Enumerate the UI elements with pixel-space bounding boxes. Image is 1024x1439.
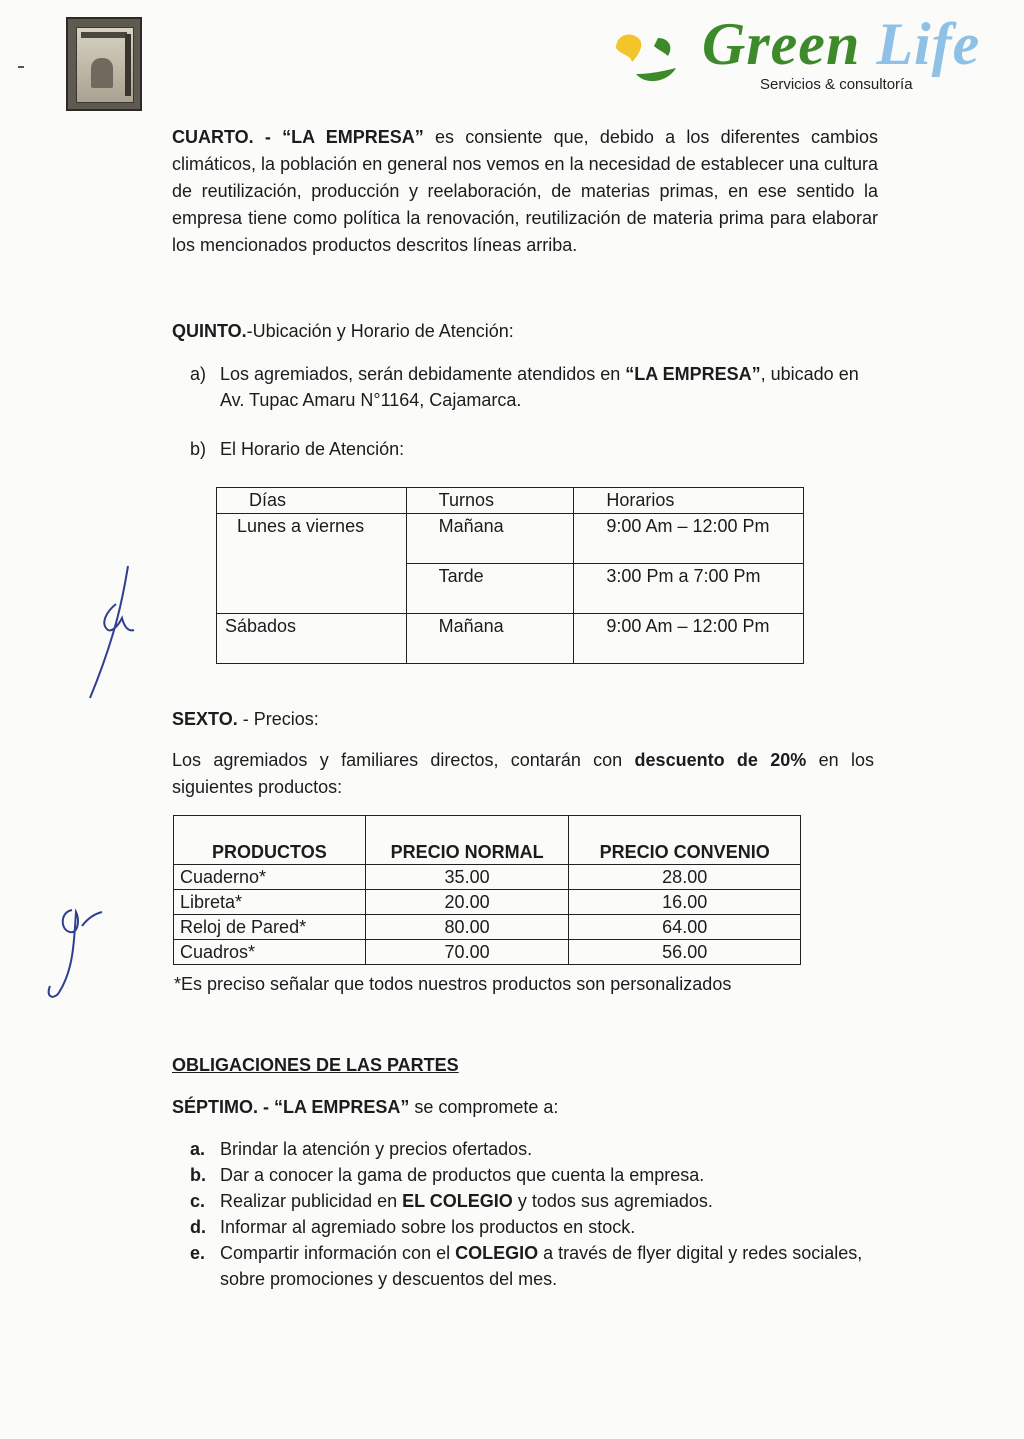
item-e-before: Compartir información con el (220, 1243, 451, 1263)
signature-initial-1 (78, 560, 148, 705)
logo-word-life: Life (876, 11, 981, 77)
item-marker: a) (190, 364, 207, 384)
schedule-saturday: Sábados (217, 614, 407, 664)
logo-wordmark (702, 11, 981, 77)
company-logo (610, 10, 1000, 105)
item-text: Dar a conocer la gama de productos que cuenta la empresa. (220, 1165, 705, 1185)
cuarto-heading: CUARTO. - (172, 127, 271, 147)
product-name: Cuadros* (174, 940, 366, 965)
item-marker: a. (190, 1139, 206, 1159)
sexto-heading: SEXTO. (172, 709, 238, 729)
item-text: Informar al agremiado sobre los productos en stock. (220, 1217, 636, 1237)
item-text: El Horario de Atención: (220, 439, 405, 459)
schedule-header-dias: Días (217, 488, 407, 514)
schedule-header-horarios: Horarios (574, 488, 804, 514)
obligaciones-heading (172, 1052, 878, 1079)
products-header-convenio: PRECIO CONVENIO (569, 816, 801, 865)
item-marker: b. (190, 1165, 206, 1185)
schedule-sat-hours: 9:00 Am – 12:00 Pm (574, 614, 804, 664)
product-name: Libreta* (174, 890, 366, 915)
schedule-afternoon-hours: 3:00 Pm a 7:00 Pm (574, 564, 804, 614)
product-convenio-price: 28.00 (569, 865, 801, 890)
logo-subtitle: Servicios & consultoría (760, 76, 913, 93)
item-marker: b) (190, 439, 207, 459)
item-text (220, 1188, 900, 1214)
sexto-intro-before: Los agremiados y familiares directos, contarán con (172, 750, 623, 770)
schedule-header-turnos: Turnos (406, 488, 574, 514)
item-e-after: a través de flyer digital y redes sociales, sobre promociones y descuentos del mes. (220, 1243, 863, 1289)
septimo-rest: se compromete a: (414, 1097, 559, 1117)
product-normal-price: 20.00 (365, 890, 569, 915)
quinto-title: -Ubicación y Horario de Atención: (246, 321, 514, 341)
item-a-after: , ubicado en Av. Tupac Amaru N°1164, Cajamarca. (220, 364, 859, 410)
septimo-heading: SÉPTIMO. - “LA EMPRESA” (172, 1097, 410, 1117)
item-a-before: Los agremiados, serán debidamente atendidos en (220, 364, 621, 384)
clause-sexto-title (172, 706, 878, 733)
products-header-normal: PRECIO NORMAL (365, 816, 569, 865)
schedule-sat-shift: Mañana (406, 614, 574, 664)
schedule-morning-hours: 9:00 Am – 12:00 Pm (574, 514, 804, 564)
table-row (174, 865, 801, 890)
products-header-productos: PRODUCTOS (174, 816, 366, 865)
leaf-logo-icon (610, 16, 700, 106)
item-text (220, 1240, 900, 1292)
products-footnote: *Es preciso señalar que todos nuestros productos son personalizados (174, 974, 732, 994)
item-text: Brindar la atención y precios ofertados. (220, 1139, 533, 1159)
schedule-table (216, 487, 804, 664)
table-row (174, 915, 801, 940)
logo-word-green: Green (702, 11, 861, 77)
sexto-intro-bold: descuento de 20% (634, 750, 807, 770)
table-row (174, 890, 801, 915)
item-text (220, 361, 875, 413)
cuarto-body: es consiente que, debido a los diferentes cambios climáticos, la población en general nos vemos en la necesidad de establecer una cultura de reutilización, producción y reelaboración, de materias primas, en ese sentido la empresa tiene como política la renovación, reutilización de materia prima para elaborar los mencionados productos descritos líneas arriba. (172, 127, 878, 255)
clause-septimo (172, 1094, 878, 1121)
products-table (173, 815, 801, 965)
item-marker: d. (190, 1217, 206, 1237)
sexto-intro (172, 747, 874, 801)
sexto-title: - Precios: (242, 709, 319, 729)
product-normal-price: 70.00 (365, 940, 569, 965)
sexto-intro-after: en los siguientes productos: (172, 750, 874, 797)
product-convenio-price: 16.00 (569, 890, 801, 915)
obligaciones-heading-text: OBLIGACIONES DE LAS PARTES (172, 1055, 459, 1075)
item-e-bold: COLEGIO (455, 1243, 539, 1263)
clause-cuarto (172, 124, 878, 259)
product-normal-price: 35.00 (365, 865, 569, 890)
clause-quinto-title (172, 318, 878, 345)
scan-mark (18, 66, 24, 68)
table-row (174, 940, 801, 965)
product-name: Reloj de Pared* (174, 915, 366, 940)
item-c-before: Realizar publicidad en (220, 1191, 398, 1211)
item-c-bold: EL COLEGIO (402, 1191, 513, 1211)
quinto-heading: QUINTO. (172, 321, 247, 341)
item-a-company: “LA EMPRESA” (625, 364, 761, 384)
item-marker: e. (190, 1243, 206, 1263)
product-normal-price: 80.00 (365, 915, 569, 940)
signature-initial-2 (40, 900, 110, 1005)
schedule-afternoon: Tarde (406, 564, 574, 614)
item-c-after: y todos sus agremiados. (517, 1191, 713, 1211)
institution-seal-icon (66, 17, 142, 111)
cuarto-company: “LA EMPRESA” (282, 127, 424, 147)
product-convenio-price: 56.00 (569, 940, 801, 965)
product-convenio-price: 64.00 (569, 915, 801, 940)
item-marker: c. (190, 1191, 206, 1211)
schedule-weekday: Lunes a viernes (217, 514, 407, 614)
product-name: Cuaderno* (174, 865, 366, 890)
schedule-morning: Mañana (406, 514, 574, 564)
